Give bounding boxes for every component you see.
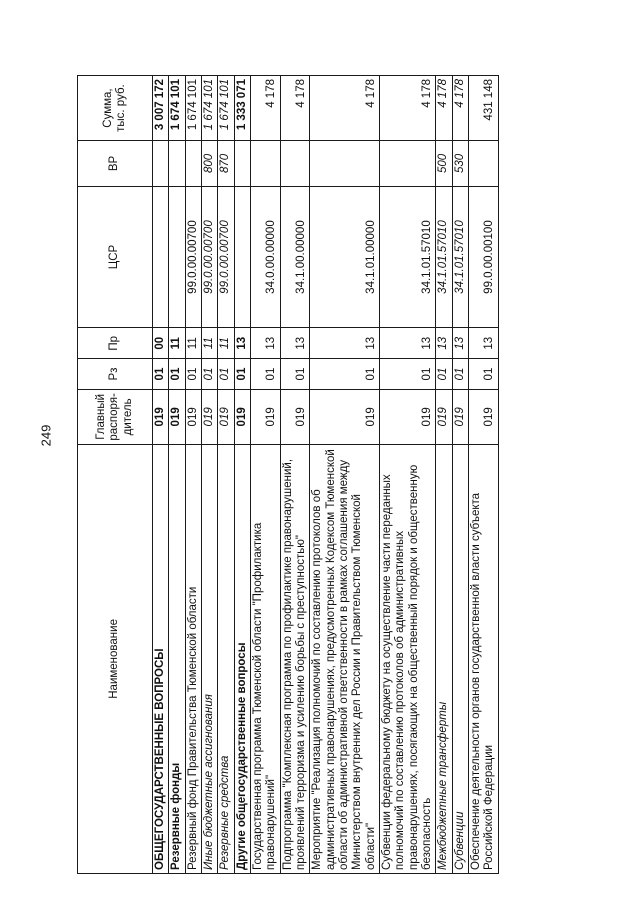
header-vr: ВР (78, 141, 153, 187)
cell-csr: 34.1.01.57010 (452, 186, 468, 328)
cell-pr: 13 (452, 328, 468, 359)
header-pr: Пр (78, 328, 153, 359)
cell-admin: 019 (452, 389, 468, 444)
cell-rz: 01 (310, 359, 380, 390)
cell-admin: 019 (250, 389, 280, 444)
cell-name: Субвенции федеральному бюджету на осуществление части переданных полномочий по составлению протоколов об административных правонарушениях, посягающих на общественный порядок и общественную безопасность (379, 444, 435, 873)
budget-table-container (77, 75, 613, 874)
header-csr: ЦСР (78, 186, 153, 328)
cell-admin: 019 (436, 389, 452, 444)
cell-sum: 4 178 (280, 76, 310, 141)
table-row (169, 76, 185, 874)
cell-csr (169, 186, 185, 328)
cell-pr: 13 (280, 328, 310, 359)
cell-name: Обеспечение деятельности органов государственной власти субъекта Российской Федерации (468, 444, 498, 873)
cell-admin: 019 (468, 389, 498, 444)
cell-sum: 4 178 (379, 76, 435, 141)
cell-pr: 13 (310, 328, 380, 359)
cell-rz: 01 (169, 359, 185, 390)
cell-pr: 11 (185, 328, 201, 359)
cell-rz: 01 (185, 359, 201, 390)
cell-name: Иные бюджетные ассигнования (201, 444, 217, 873)
cell-rz: 01 (201, 359, 217, 390)
table-row (468, 76, 498, 874)
cell-sum: 3 007 172 (153, 76, 169, 141)
cell-name: Субвенции (452, 444, 468, 873)
cell-rz: 01 (234, 359, 250, 390)
header-sum: Сумма, тыс. руб. (78, 76, 153, 141)
cell-vr (280, 141, 310, 187)
cell-name: Резервные фонды (169, 444, 185, 873)
cell-name: Мероприятие "Реализация полномочий по составлению протоколов об административных правонарушениях, предусмотренных Кодексом Тюменской области об административной ответственности в рамках соглашения между Министерством внутренних дел России и Правительством Тюменской области" (310, 444, 380, 873)
cell-admin: 019 (234, 389, 250, 444)
cell-rz: 01 (153, 359, 169, 390)
table-row (452, 76, 468, 874)
cell-rz: 01 (280, 359, 310, 390)
cell-pr: 00 (153, 328, 169, 359)
table-row (201, 76, 217, 874)
budget-table (77, 75, 499, 874)
cell-admin: 019 (185, 389, 201, 444)
table-row (153, 76, 169, 874)
cell-sum: 4 178 (310, 76, 380, 141)
page-number: 249 (38, 424, 54, 447)
table-row (280, 76, 310, 874)
cell-csr: 34.1.01.57010 (379, 186, 435, 328)
cell-sum: 1 674 101 (218, 76, 234, 141)
cell-vr (234, 141, 250, 187)
cell-csr: 99.0.00.00100 (468, 186, 498, 328)
cell-vr: 500 (436, 141, 452, 187)
cell-csr: 34.1.01.00000 (310, 186, 380, 328)
table-row (379, 76, 435, 874)
cell-rz: 01 (436, 359, 452, 390)
cell-sum: 4 178 (250, 76, 280, 141)
cell-sum: 1 674 101 (169, 76, 185, 141)
cell-csr: 34.1.01.57010 (436, 186, 452, 328)
cell-name: Межбюджетные трансферты (436, 444, 452, 873)
cell-sum: 1 333 071 (234, 76, 250, 141)
cell-csr: 34.1.00.00000 (280, 186, 310, 328)
cell-sum: 4 178 (436, 76, 452, 141)
cell-vr: 870 (218, 141, 234, 187)
cell-admin: 019 (218, 389, 234, 444)
cell-csr: 99.0.00.00700 (201, 186, 217, 328)
table-header-row (78, 76, 153, 874)
cell-vr (250, 141, 280, 187)
cell-csr (234, 186, 250, 328)
table-row (436, 76, 452, 874)
cell-admin: 019 (169, 389, 185, 444)
cell-vr: 800 (201, 141, 217, 187)
cell-rz: 01 (218, 359, 234, 390)
cell-vr (310, 141, 380, 187)
header-rz: Рз (78, 359, 153, 390)
cell-rz: 01 (250, 359, 280, 390)
cell-name: ОБЩЕГОСУДАРСТВЕННЫЕ ВОПРОСЫ (153, 444, 169, 873)
cell-admin: 019 (379, 389, 435, 444)
cell-admin: 019 (201, 389, 217, 444)
cell-pr: 11 (169, 328, 185, 359)
cell-csr: 99.0.00.00700 (218, 186, 234, 328)
cell-admin: 019 (310, 389, 380, 444)
cell-vr: 530 (452, 141, 468, 187)
header-admin: Главный распоря-дитель (78, 389, 153, 444)
cell-pr: 13 (436, 328, 452, 359)
cell-sum: 431 148 (468, 76, 498, 141)
cell-name: Резервные средства (218, 444, 234, 873)
cell-pr: 13 (468, 328, 498, 359)
header-name: Наименование (78, 444, 153, 873)
cell-admin: 019 (280, 389, 310, 444)
cell-sum: 4 178 (452, 76, 468, 141)
cell-csr (153, 186, 169, 328)
cell-rz: 01 (379, 359, 435, 390)
cell-name: Резервный фонд Правительства Тюменской области (185, 444, 201, 873)
table-row (310, 76, 380, 874)
cell-pr: 13 (379, 328, 435, 359)
cell-csr: 34.0.00.00000 (250, 186, 280, 328)
cell-pr: 13 (234, 328, 250, 359)
cell-sum: 1 674 101 (185, 76, 201, 141)
cell-csr: 99.0.00.00700 (185, 186, 201, 328)
cell-name: Государственная программа Тюменской области "Профилактика правонарушений" (250, 444, 280, 873)
cell-vr (153, 141, 169, 187)
cell-vr (169, 141, 185, 187)
cell-vr (468, 141, 498, 187)
table-row (250, 76, 280, 874)
table-row (234, 76, 250, 874)
cell-rz: 01 (468, 359, 498, 390)
table-row (218, 76, 234, 874)
cell-pr: 13 (250, 328, 280, 359)
cell-vr (379, 141, 435, 187)
cell-rz: 01 (452, 359, 468, 390)
cell-admin: 019 (153, 389, 169, 444)
table-row (185, 76, 201, 874)
cell-pr: 11 (201, 328, 217, 359)
cell-sum: 1 674 101 (201, 76, 217, 141)
cell-vr (185, 141, 201, 187)
cell-name: Подпрограмма "Комплексная программа по профилактике правонарушений, проявлений терроризма и усилению борьбы с преступностью" (280, 444, 310, 873)
cell-name: Другие общегосударственные вопросы (234, 444, 250, 873)
cell-pr: 11 (218, 328, 234, 359)
